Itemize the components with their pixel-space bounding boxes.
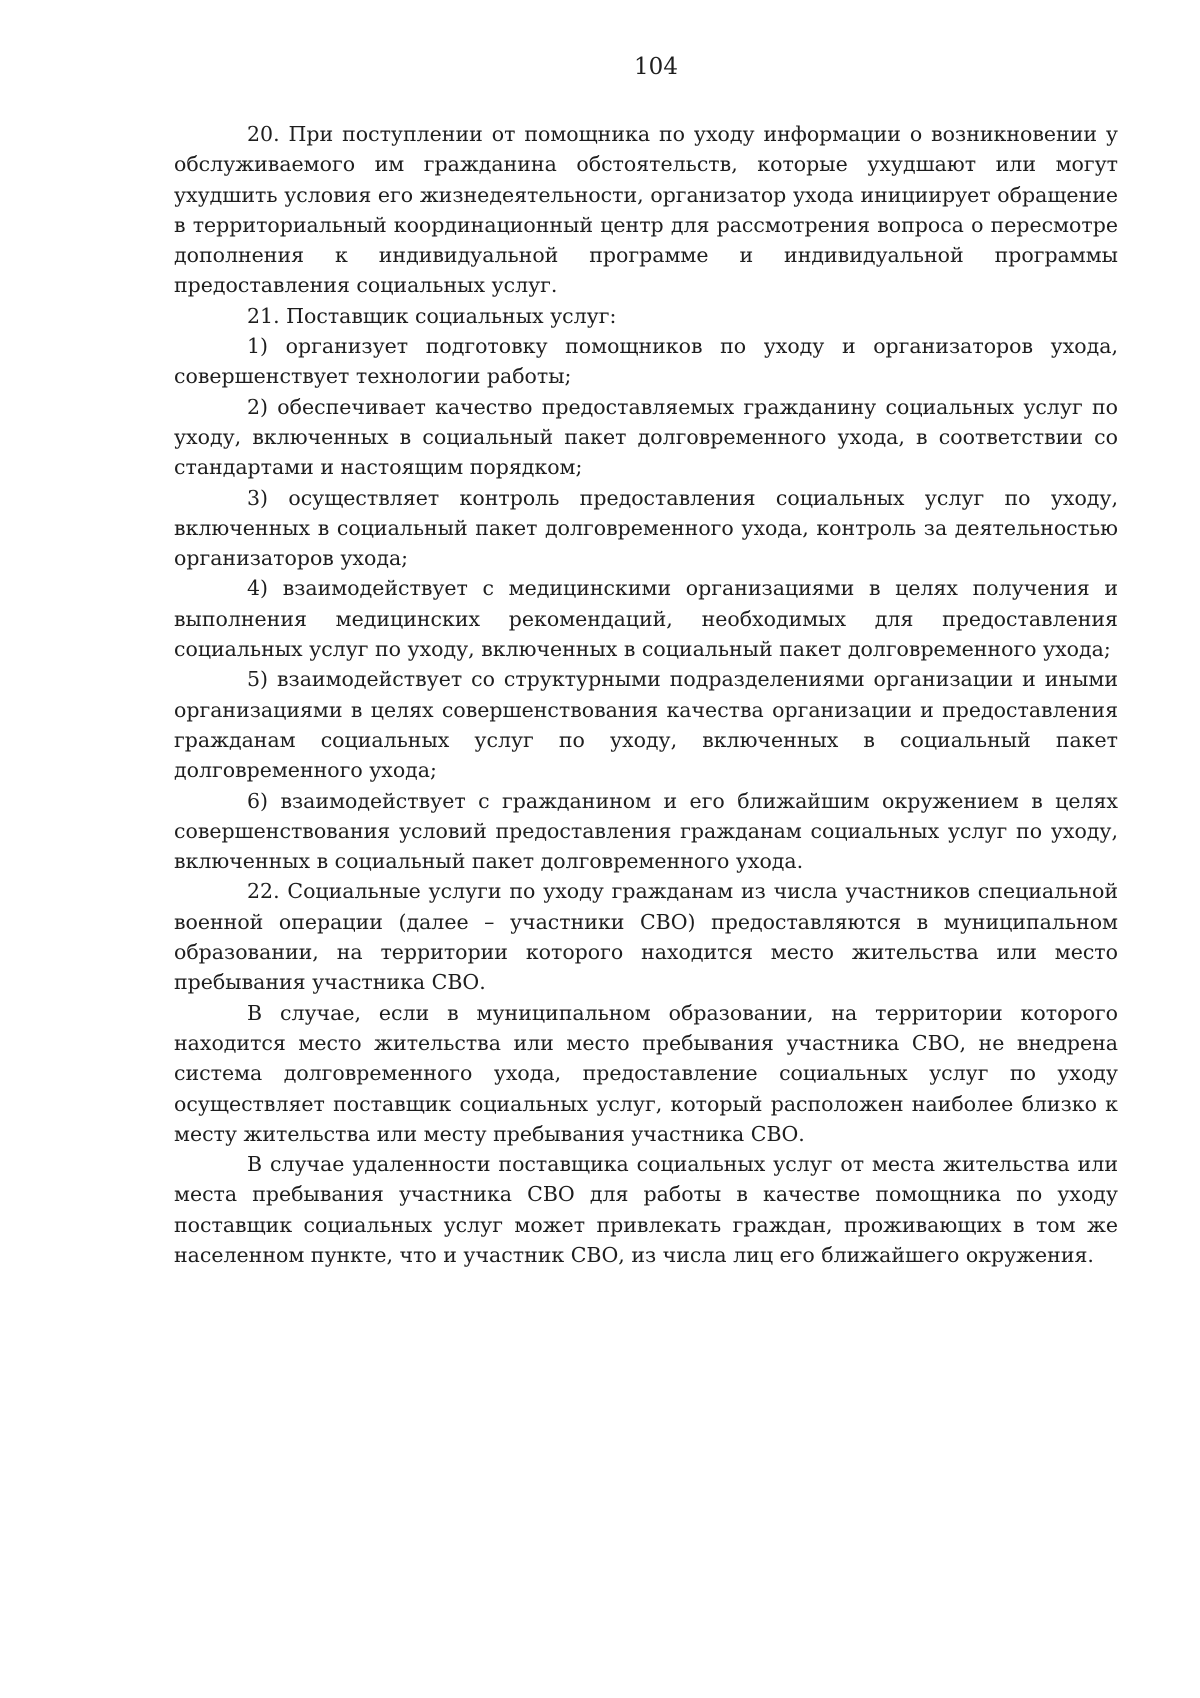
paragraph-21-item-5: 5) взаимодействует со структурными подразделениями организации и иными организациями в целях совершенствования качества организации и предоставления гражданам социальных услуг по уходу, включенных в социальный пакет долговременного ухода; xyxy=(174,667,1118,783)
paragraph-21: 21. Поставщик социальных услуг: xyxy=(247,303,617,328)
paragraph-21-item-4: 4) взаимодействует с медицинскими организациями в целях получения и выполнения медицинских рекомендаций, необходимых для предоставления социальных услуг по уходу, включенных в социальный пакет долговременного ухода; xyxy=(174,576,1118,662)
paragraph-20: 20. При поступлении от помощника по уходу информации о возникновении у обслуживаемого им гражданина обстоятельств, которые ухудшают или могут ухудшить условия его жизнедеятельности, организатор ухода инициирует обращение в территориальный координационный центр для рассмотрения вопроса о пересмотре дополнения к индивидуальной программе и индивидуальной программы предоставления социальных услуг. xyxy=(174,122,1118,298)
paragraph-21-item-1: 1) организует подготовку помощников по уходу и организаторов ухода, совершенствует технологии работы; xyxy=(174,334,1118,389)
document-body xyxy=(174,119,1118,1270)
paragraph-21-item-6: 6) взаимодействует с гражданином и его ближайшим окружением в целях совершенствования условий предоставления гражданам социальных услуг по уходу, включенных в социальный пакет долговременного ухода. xyxy=(174,788,1118,874)
paragraph-21-item-2: 2) обеспечивает качество предоставляемых гражданину социальных услуг по уходу, включенных в социальный пакет долговременного ухода, в соответствии со стандартами и настоящим порядком; xyxy=(174,394,1118,480)
paragraph-22: 22. Социальные услуги по уходу гражданам из числа участников специальной военной операции (далее – участники СВО) предоставляются в муниципальном образовании, на территории которого находится место жительства или место пребывания участника СВО. xyxy=(174,879,1118,995)
paragraph-22-no-system: В случае, если в муниципальном образовании, на территории которого находится место жительства или место пребывания участника СВО, не внедрена система долговременного ухода, предоставление социальных услуг по уходу осуществляет поставщик социальных услуг, который расположен наиболее близко к месту жительства или месту пребывания участника СВО. xyxy=(174,1000,1118,1146)
page-number: 104 xyxy=(634,54,678,80)
paragraph-22-remote-provider: В случае удаленности поставщика социальных услуг от места жительства или места пребывания участника СВО для работы в качестве помощника по уходу поставщик социальных услуг может привлекать граждан, проживающих в том же населенном пункте, что и участник СВО, из числа лиц его ближайшего окружения. xyxy=(174,1152,1118,1267)
paragraph-21-item-3: 3) осуществляет контроль предоставления социальных услуг по уходу, включенных в социальный пакет долговременного ухода, контроль за деятельностью организаторов ухода; xyxy=(174,485,1118,571)
